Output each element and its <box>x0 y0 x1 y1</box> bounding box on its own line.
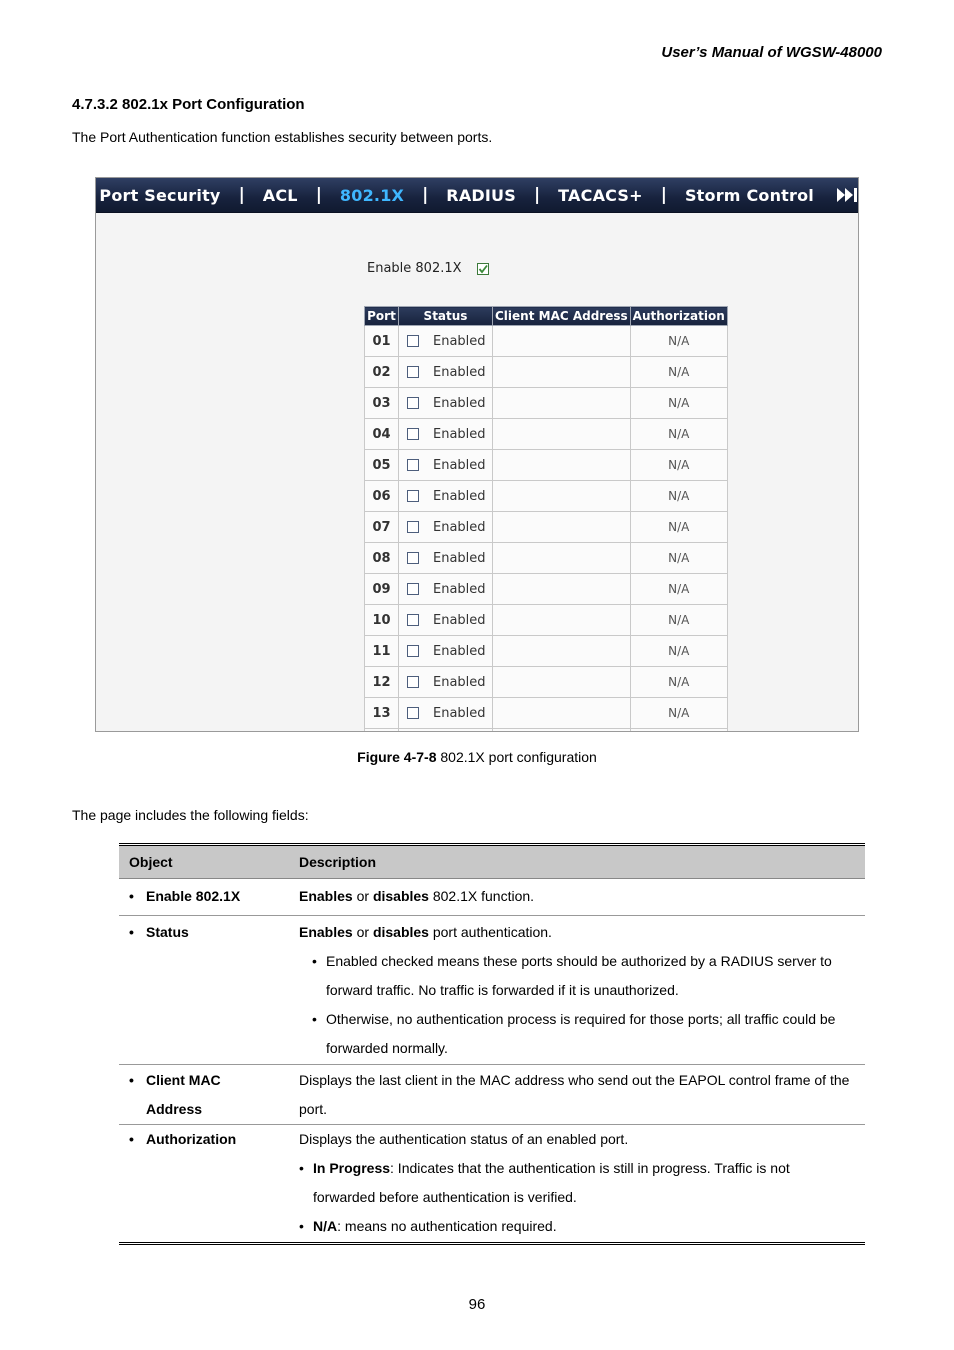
authorization-cell: N/A <box>630 605 727 636</box>
port-enable-checkbox[interactable] <box>407 707 419 719</box>
port-row <box>365 450 728 481</box>
description-bullet: • N/A: means no authentication required. <box>299 1218 557 1234</box>
page-number: 96 <box>468 1296 486 1313</box>
port-enable-checkbox[interactable] <box>407 490 419 502</box>
authorization-cell: N/A <box>630 326 727 357</box>
description-bullet: • Enabled checked means these ports should be authorized by a RADIUS server to forward traffic. No traffic is forwarded if it is unauthorized. <box>312 953 832 998</box>
object-name: Enable 802.1X <box>146 888 241 904</box>
port-number: 08 <box>365 543 399 574</box>
nav-radius[interactable]: RADIUS <box>446 185 516 205</box>
col-client-mac: Client MAC Address <box>493 307 631 326</box>
status-label: Enabled <box>433 612 486 628</box>
port-number: 02 <box>365 357 399 388</box>
authorization-cell: N/A <box>630 388 727 419</box>
status-cell <box>399 326 493 357</box>
port-enable-checkbox[interactable] <box>407 583 419 595</box>
port-row <box>365 419 728 450</box>
status-cell <box>399 388 493 419</box>
port-number: 13 <box>365 698 399 729</box>
client-mac-cell <box>493 605 631 636</box>
figure-caption <box>0 749 954 765</box>
section-intro: The Port Authentication function establishes security between ports. <box>72 129 493 145</box>
description-text: Displays the authentication status of an enabled port. <box>299 1131 629 1147</box>
status-cell <box>399 667 493 698</box>
status-label: Enabled <box>433 395 486 411</box>
desc-row-enable: • Enable 802.1X Enables or disables 802.1X function. <box>119 879 865 916</box>
object-name: Client MAC <box>146 1072 221 1088</box>
status-label: Enabled <box>433 364 486 380</box>
client-mac-cell <box>493 698 631 729</box>
port-enable-checkbox[interactable] <box>407 552 419 564</box>
desc-row-client-mac: • Client MAC Address Displays the last client in the MAC address who send out the EAPOL control frame of the port. <box>119 1065 865 1125</box>
status-cell <box>399 636 493 667</box>
port-enable-checkbox[interactable] <box>407 645 419 657</box>
nav-separator: | <box>315 185 322 205</box>
status-label: Enabled <box>433 519 486 535</box>
port-row <box>365 512 728 543</box>
object-header: Object <box>129 854 173 870</box>
status-cell <box>399 419 493 450</box>
status-cell <box>399 698 493 729</box>
port-number: 10 <box>365 605 399 636</box>
status-cell <box>399 543 493 574</box>
port-row <box>365 667 728 698</box>
desc-table-header <box>119 846 865 879</box>
port-enable-checkbox[interactable] <box>407 459 419 471</box>
status-cell <box>399 481 493 512</box>
description-text: Enables or disables 802.1X function. <box>299 888 535 904</box>
port-enable-checkbox[interactable] <box>407 521 419 533</box>
port-row <box>365 326 728 357</box>
top-nav <box>96 178 858 213</box>
client-mac-cell <box>493 512 631 543</box>
status-label: Enabled <box>433 581 486 597</box>
port-table-header <box>365 307 728 326</box>
status-cell <box>399 512 493 543</box>
port-number: 01 <box>365 326 399 357</box>
port-row-partial <box>365 729 728 733</box>
port-number: 06 <box>365 481 399 512</box>
client-mac-cell <box>493 481 631 512</box>
port-enable-checkbox[interactable] <box>407 397 419 409</box>
port-enable-checkbox[interactable] <box>407 335 419 347</box>
status-cell <box>399 605 493 636</box>
port-number: 05 <box>365 450 399 481</box>
desc-row-status: • Status Enables or disables port authentication. • Enabled checked means these ports should be authorized by a RADIUS server to forward traffic. No traffic is forwarded if it is unauthorized. • Otherwise, no authentication process is required for those ports; all traffic could be forwarded normally. <box>119 916 865 1065</box>
field-description-table <box>119 843 865 1245</box>
port-row <box>365 636 728 667</box>
status-cell <box>399 574 493 605</box>
client-mac-cell <box>493 667 631 698</box>
port-row <box>365 698 728 729</box>
authorization-cell: N/A <box>630 698 727 729</box>
client-mac-cell <box>493 574 631 605</box>
authorization-cell: N/A <box>630 419 727 450</box>
authorization-cell: N/A <box>630 481 727 512</box>
figure-caption-text: 802.1X port configuration <box>436 749 597 765</box>
port-row <box>365 543 728 574</box>
port-row <box>365 574 728 605</box>
status-label: Enabled <box>433 426 486 442</box>
nav-tacacs[interactable]: TACACS+ <box>558 185 643 205</box>
authorization-cell: N/A <box>630 512 727 543</box>
port-number: 04 <box>365 419 399 450</box>
client-mac-cell <box>493 543 631 574</box>
port-row <box>365 388 728 419</box>
client-mac-cell <box>493 419 631 450</box>
fast-forward-icon[interactable] <box>836 186 858 204</box>
port-enable-checkbox[interactable] <box>407 614 419 626</box>
figure-label: Figure 4-7-8 <box>357 749 437 765</box>
nav-separator: | <box>533 185 541 205</box>
port-number: 07 <box>365 512 399 543</box>
nav-separator: | <box>238 185 245 205</box>
client-mac-cell <box>493 388 631 419</box>
port-row <box>365 357 728 388</box>
authorization-cell: N/A <box>630 450 727 481</box>
nav-8021x[interactable]: 802.1X <box>339 185 405 205</box>
nav-port-security[interactable]: Port Security <box>99 185 221 205</box>
port-number: 11 <box>365 636 399 667</box>
status-label: Enabled <box>433 705 486 721</box>
nav-separator: | <box>422 185 429 205</box>
description-bullet: • Otherwise, no authentication process is required for those ports; all traffic could be forwarded normally. <box>312 1011 836 1056</box>
port-row <box>365 481 728 512</box>
fields-intro: The page includes the following fields: <box>72 807 309 823</box>
port-enable-checkbox[interactable] <box>407 676 419 688</box>
manual-title: User’s Manual of WGSW-48000 <box>661 44 882 61</box>
status-cell <box>399 357 493 388</box>
port-number: 03 <box>365 388 399 419</box>
status-label: Enabled <box>433 674 486 690</box>
client-mac-cell <box>493 450 631 481</box>
authorization-cell: N/A <box>630 574 727 605</box>
authorization-cell: N/A <box>630 357 727 388</box>
port-enable-checkbox[interactable] <box>407 428 419 440</box>
object-name: Authorization <box>146 1131 237 1147</box>
port-row <box>365 605 728 636</box>
client-mac-cell <box>493 326 631 357</box>
section-title: 4.7.3.2 802.1x Port Configuration <box>72 96 305 113</box>
col-port: Port <box>365 307 399 326</box>
authorization-cell: N/A <box>630 543 727 574</box>
ui-screenshot <box>95 177 859 732</box>
enable-8021x-row <box>367 261 489 276</box>
status-cell <box>399 450 493 481</box>
nav-acl[interactable]: ACL <box>262 185 298 205</box>
description-text: Enables or disables port authentication. <box>299 924 552 940</box>
status-label: Enabled <box>433 550 486 566</box>
authorization-cell: N/A <box>630 636 727 667</box>
port-number: 12 <box>365 667 399 698</box>
desc-row-authorization: • Authorization Displays the authentication status of an enabled port. • In Progress: Indicates that the authentication is still in progress. Traffic is not forwarded before authentication is verified. • N/A: means no authentication required. <box>119 1125 865 1245</box>
description-header: Description <box>299 854 377 870</box>
nav-storm-control[interactable]: Storm Control <box>684 185 814 205</box>
port-number: 09 <box>365 574 399 605</box>
description-text: Displays the last client in the MAC address who send out the EAPOL control frame of the port. <box>299 1072 850 1117</box>
status-label: Enabled <box>433 643 486 659</box>
port-enable-checkbox[interactable] <box>407 366 419 378</box>
object-name: Status <box>146 924 189 940</box>
authorization-cell: N/A <box>630 667 727 698</box>
client-mac-cell <box>493 357 631 388</box>
status-label: Enabled <box>433 333 486 349</box>
enable-8021x-label: Enable 802.1X <box>367 261 462 276</box>
col-status: Status <box>399 307 493 326</box>
description-bullet: • In Progress: Indicates that the authentication is still in progress. Traffic is not forwarded before authentication is verified. <box>299 1160 790 1205</box>
client-mac-cell <box>493 636 631 667</box>
status-label: Enabled <box>433 488 486 504</box>
port-table <box>364 306 728 732</box>
status-label: Enabled <box>433 457 486 473</box>
col-authorization: Authorization <box>630 307 727 326</box>
enable-8021x-checkbox[interactable] <box>477 263 489 275</box>
nav-separator: | <box>660 185 667 205</box>
